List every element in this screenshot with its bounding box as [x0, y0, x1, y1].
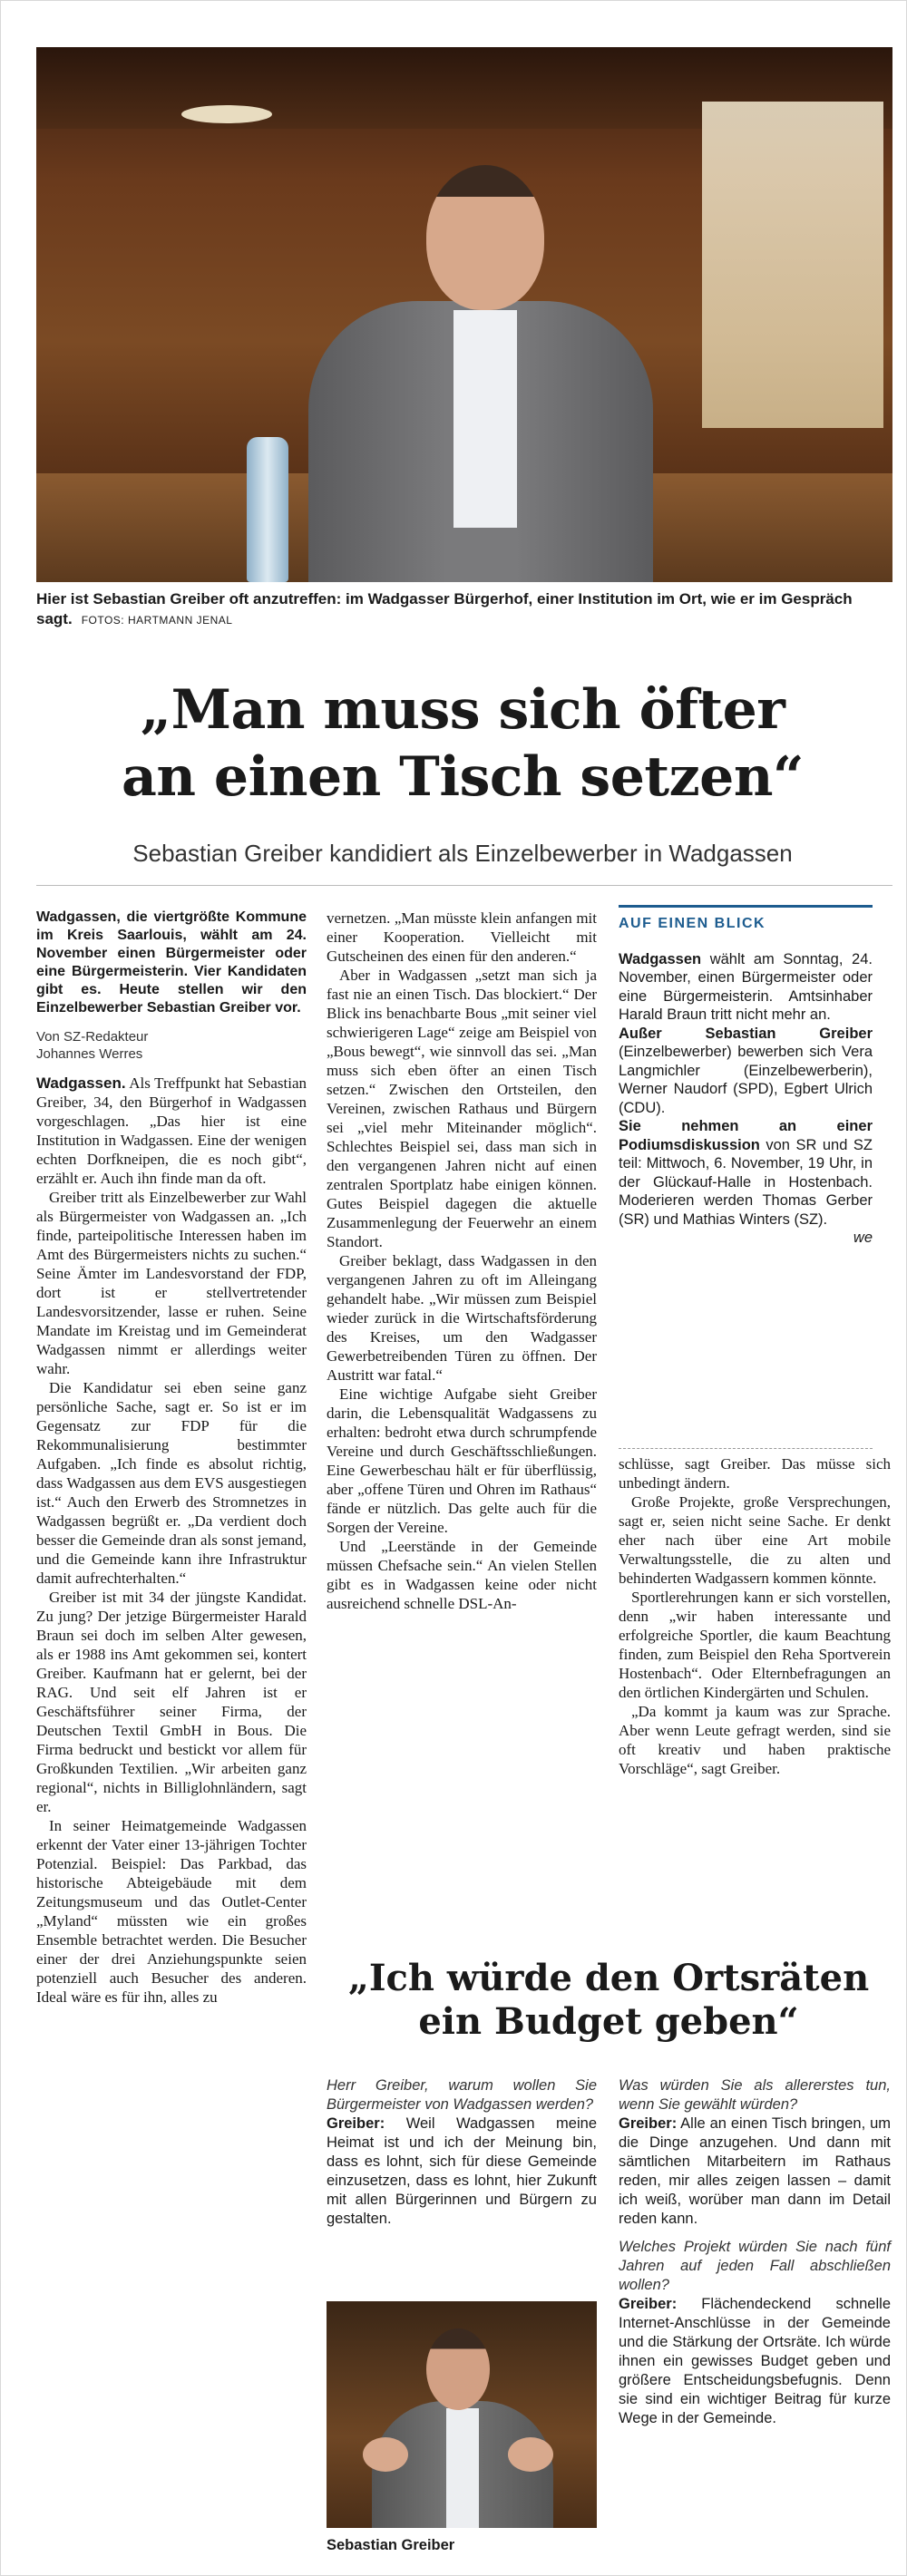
info-box-lead: Außer Sebastian Greiber	[619, 1025, 873, 1042]
interview-right	[619, 2076, 891, 2437]
author	[36, 1028, 307, 1063]
paragraph: In seiner Heimatgemeinde Wadgassen erkennt der Vater einer 13-jährigen Tochter Potenzial. Beispiel: Das Parkbad, das historische Abteigebäude mit dem Zeitungsmuseum und das Outlet-Center „Myland“ müssten wie ein großes Ensemble betrachtet werden. Die Besucher einer der drei Anziehungspunkte seien potenziell auch Besucher des anderen. Ideal wäre es für ihn, alles zu	[36, 1817, 307, 2006]
column-1	[36, 909, 307, 2007]
info-box-title: AUF EINEN BLICK	[619, 916, 766, 931]
paragraph: Aber in Wadgassen „setzt man sich ja fast nie an einen Tisch. Das blockiert.“ Der Blick ins benachbarte Bous „mit seiner viel schwierigeren Lage“ zeige am Beispiel von „Bous bewegt“, wie sinnvoll das sei. „Man muss sich eben öfter an einen Tisch setzen.“ Zwischen den Ortsteilen, den Vereinen, zwischen Rathaus und Bürgern sei „viel mehr Miteinander möglich“. Schlechtes Beispiel sei, dass man sich in den vergangenen Jahren nicht auf einen zentralen Sportplatz habe einigen können. Gutes Beispiel dagegen die aktuelle Zusammenlegung der Feuerwehr an einem Standort.	[327, 967, 597, 1250]
info-box-lead: Wadgassen	[619, 950, 702, 967]
interview-headline-line-1: „Ich würde den Ortsräten	[347, 1957, 870, 1999]
author-name: Johannes Werres	[36, 1046, 143, 1062]
photo-caption	[36, 589, 892, 630]
answer-text: Alle an einen Tisch bringen, um die Dinge anzugehen. Und dann mit sämtlichen Mitarbeitern im Rathaus reden, mir alles zeigen lassen – damit ich weiß, worüber man dann im Detail reden kann.	[619, 2115, 891, 2227]
dateline: Wadgassen.	[36, 1074, 126, 1092]
divider	[36, 885, 892, 886]
paragraph: Greiber ist mit 34 der jüngste Kandidat. Zu jung? Der jetzige Bürgermeister Harald Braun sei doch im selben Alter gewesen, als er 1988 ins Amt gekommen sei, kontert Greiber. Kaufmann hat er gelernt, bei der RAG. Und seit elf Jahren ist er Geschäftsführer seiner Firma, der Deutschen Textil GmbH in Bous. Die Firma bedruckt und bestickt vor allem für Großkunden Textilien. „Wir arbeiten ganz regional“, nichts in Billiglohnländern, sagt er.	[36, 1589, 307, 1815]
caption-text: Hier ist Sebastian Greiber oft anzutreffen: im Wadgasser Bürgerhof, einer Institution im Ort, wie er im Gespräch sagt.	[36, 590, 853, 627]
paragraph: Sportlerehrungen kann er sich vorstellen, denn „wir haben interessante und erfolgreiche Sportler, die kaum Beachtung finden, zum Beispiel den Reha Sportverein Hostenbach“. Oder Elternbefragungen an den örtlichen Kindergärten und Schulen.	[619, 1589, 891, 1701]
author-line-1: Von SZ-Redakteur	[36, 1029, 149, 1045]
paragraph: Die Kandidatur sei eben seine ganz persönliche Sache, sagt er. So ist er im Gegensatz zur FDP für die Rekommunalisierung bestimmter Aufgaben. „Ich finde es absolut richtig, dass Wadgassen aus dem EVS ausgestiegen ist.“ Auch den Erwerb des Stromnetzes in Wadgassen begrüßt er. „Da verdient doch besser die Gemeinde dran als sonst jemand, und die Gemeinde kann ihre Infrastruktur damit aufrechterhalten.“	[36, 1379, 307, 1587]
info-box-paragraph	[619, 950, 873, 1025]
paragraph-text: Als Treffpunkt hat Sebastian Greiber, 34, den Bürgerhof in Wadgassen vorgeschlagen. „Das hier ist eine Institution in Wadgassen. Eine der wenigen echten Dorfkneipen, die es noch gibt“, erzählt er. Auch ihn finde man da oft.	[36, 1074, 307, 1187]
paragraph: Eine wichtige Aufgabe sieht Greiber darin, die Lebensqualität Wadgassens zu erhalten: bedroht etwa durch schrumpfende Vereine und durch Geschäftsschließungen. Eine Gewerbeschau hält er für überflüssig, aber „offene Türen und Ohren im Rathaus“ fände er nützlich. Das gelte auch für die Sorgen der Vereine.	[327, 1385, 597, 1536]
photo-credit: FOTOS: HARTMANN JENAL	[81, 614, 233, 627]
interview-question: Welches Projekt würden Sie nach fünf Jahren auf jeden Fall abschließen wollen?	[619, 2239, 891, 2293]
info-box-lead: Sie nehmen an einer Podiumsdiskussion	[619, 1118, 873, 1153]
headline-line-2: an einen Tisch setzen“	[122, 745, 804, 809]
speaker: Greiber:	[327, 2115, 385, 2132]
interview-left	[327, 2076, 597, 2238]
info-box-text: von SR und SZ teil: Mittwoch, 6. November, 19 Uhr, in der Glückauf-Halle in Hostenbach. Moderieren werden Thomas Gerber (SR) und Mathias Winters (SZ).	[619, 1136, 873, 1228]
info-box-text: wählt am Sonntag, 24. November, einen Bürgermeister oder eine Bürgermeisterin. Amtsinhaber Harald Braun tritt nicht mehr an.	[619, 950, 873, 1023]
column-3	[619, 1454, 891, 1778]
paragraph	[36, 1074, 307, 1188]
interview-answer	[619, 2114, 891, 2229]
lead-text: Wadgassen, die viertgrößte Kommune im Kreis Saarlouis, wählt am 24. November einen Bürgermeister oder eine Bürgermeisterin. Vier Kandidaten gibt es. Heute stellen wir den Einzelbewerber Sebastian Greiber vor.	[36, 909, 307, 1016]
interview-answer	[619, 2295, 891, 2428]
info-box-paragraph	[619, 1025, 873, 1118]
subheadline: Sebastian Greiber kandidiert als Einzelbewerber in Wadgassen	[132, 840, 793, 867]
newspaper-page	[27, 7, 898, 2569]
info-box	[619, 905, 873, 1449]
headline	[27, 676, 898, 811]
paragraph: schlüsse, sagt Greiber. Das müsse sich unbedingt ändern.	[619, 1455, 891, 1492]
paragraph: Und „Leerstände in der Gemeinde müssen Chefsache sein.“ An vielen Stellen gibt es in Wadgassen keine oder nicht ausreichend schnelle DSL-An-	[327, 1538, 597, 1612]
paragraph: Greiber beklagt, dass Wadgassen in den vergangenen Jahren zu oft im Alleingang gehandelt habe. „Wir müssen zum Beispiel wieder zurück in die Wirtschaftsförderung des Kreises, um den Wadgasser Gewerbetreibenden Türen zu öffnen. Der Austritt war fatal.“	[327, 1252, 597, 1384]
interview-headline-line-2: ein Budget geben“	[418, 2000, 799, 2043]
interview-headline	[327, 1957, 891, 2044]
interview-question: Was würden Sie als allererstes tun, wenn Sie gewählt würden?	[619, 2077, 891, 2113]
interview-photo	[327, 2301, 597, 2528]
interview-question: Herr Greiber, warum wollen Sie Bürgermeister von Wadgassen werden?	[327, 2077, 597, 2113]
interview-photo-caption: Sebastian Greiber	[327, 2537, 455, 2553]
paragraph: Große Projekte, große Versprechungen, sagt er, seien nicht seine Sache. Er denkt eher nach über eine Art mobile Verwaltungsstelle, die zu alten und behinderten Wadgassern kommen könnte.	[619, 1493, 891, 1587]
answer-text: Weil Wadgassen meine Heimat ist und ich der Meinung bin, dass es lohnt, sich für diese Gemeinde einzusetzen, dass es lohnt, hier Zukunft mit allen Bürgerinnen und Bürgern zu gestalten.	[327, 2115, 597, 2227]
info-box-signature: we	[853, 1230, 873, 1246]
speaker: Greiber:	[619, 2296, 678, 2312]
headline-line-1: „Man muss sich öfter	[140, 678, 785, 742]
interview-answer	[327, 2114, 597, 2229]
answer-text: Flächendeckend schnelle Internet-Anschlüsse in der Gemeinde und die Stärkung der Ortsräte. Ich würde ihnen ein gewisses Budget geben und größere Entscheidungsbefugnis. Denn sie sind ein wichtiger Beitrag für kurze Wege in der Gemeinde.	[619, 2296, 891, 2426]
info-box-paragraph	[619, 1117, 873, 1229]
portrait-photo	[36, 47, 892, 582]
paragraph: Greiber tritt als Einzelbewerber zur Wahl als Bürgermeister von Wadgassen an. „Ich finde, parteipolitische Interessen haben im Amt des Bürgermeisters nichts zu suchen.“ Seine Ämter im Landesvorstand der FDP, dort ist er stellvertretender Landesvorsitzender, lasse er ruhen. Seine Mandate im Kreistag und im Gemeinderat Wadgassen nimmt er allerdings weiter wahr.	[36, 1189, 307, 1377]
paragraph: „Da kommt ja kaum was zur Sprache. Aber wenn Leute gefragt werden, sind sie oft kreativ und haben praktische Vorschläge“, sagt Greiber.	[619, 1703, 891, 1777]
paragraph: vernetzen. „Man müsste klein anfangen mit einer Kooperation. Vielleicht mit Gutscheinen des einen für den anderen.“	[327, 909, 597, 965]
column-2	[327, 909, 597, 1613]
speaker: Greiber:	[619, 2115, 678, 2132]
info-box-text: (Einzelbewerber) bewerben sich Vera Langmichler (Einzelbewerberin), Werner Naudorf (SPD), Egbert Ulrich (CDU).	[619, 1044, 873, 1116]
